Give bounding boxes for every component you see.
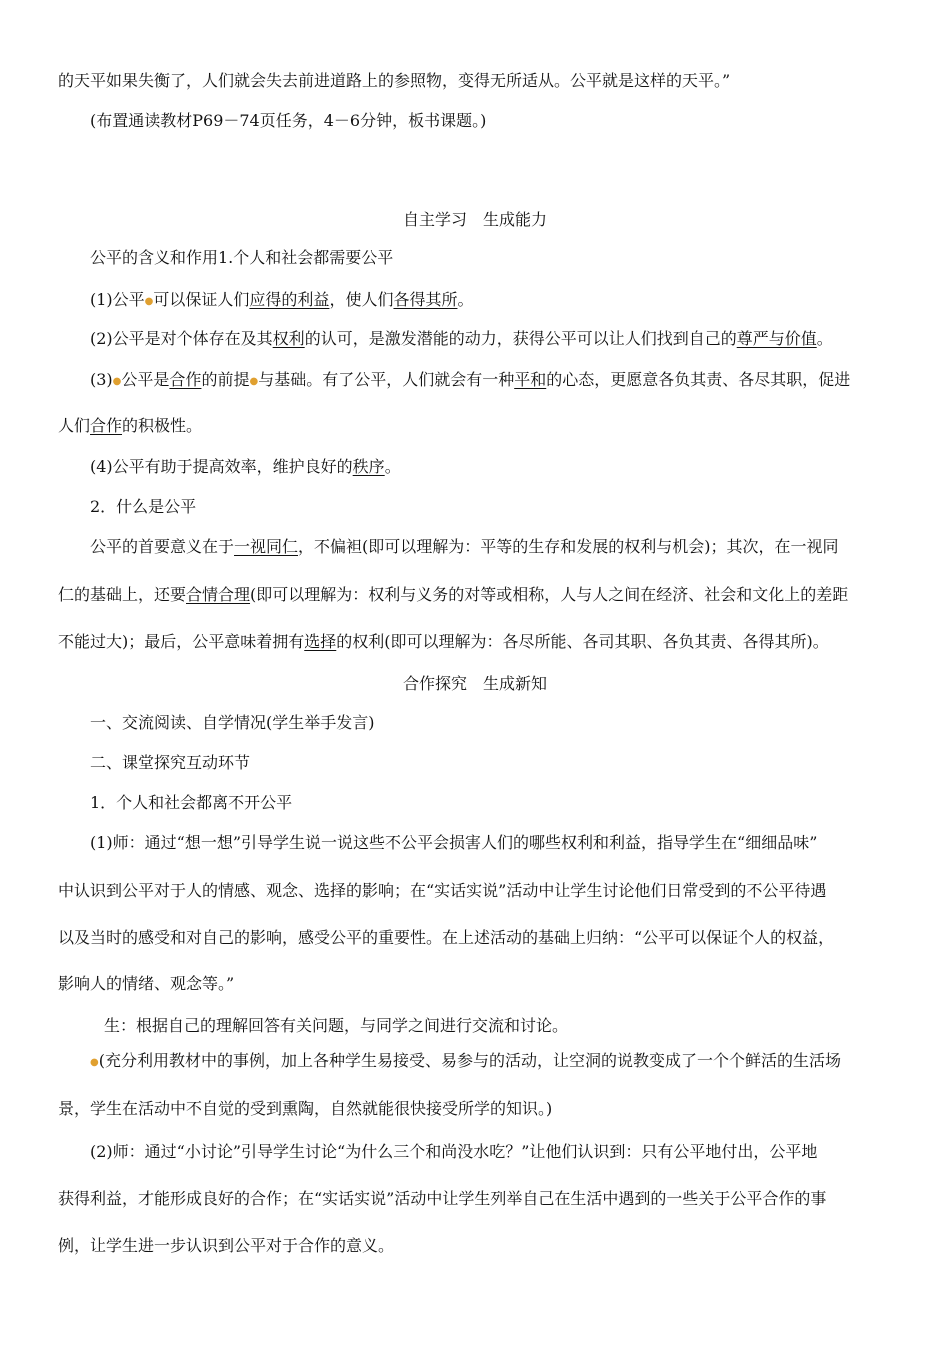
underlined-term: 秩序 xyxy=(352,457,385,476)
paragraph-definition-2: 仁的基础上，还要合情合理(即可以理解为：权利与义务的对等或相称，人与人之间在经济、社会和文化上的差距 xyxy=(58,585,849,604)
paragraph-teacher-2-l1: (2)师：通过“小讨论”引导学生讨论“为什么三个和尚没水吃？”让他们认识到：只有公平地付出，公平地 xyxy=(90,1142,818,1161)
paragraph-teacher-2-l2: 获得利益，才能形成良好的合作；在“实话实说”活动中让学生列举自己在生活中遇到的一些关于公平合作的事 xyxy=(58,1189,827,1208)
underlined-term: 一视同仁 xyxy=(234,537,299,556)
paragraph-teacher-2-l3: 例，让学生进一步认识到公平对于合作的意义。 xyxy=(58,1236,395,1255)
underlined-term: 各得其所 xyxy=(393,290,458,309)
section-title-fairness: 公平的含义和作用1.个人和社会都需要公平 xyxy=(90,248,394,267)
list-item-1: (1)公平●可以保证人们应得的利益，使人们各得其所。 xyxy=(90,290,474,309)
subsection-title: 1．个人和社会都离不开公平 xyxy=(90,793,293,812)
section-heading-cooperative: 合作探究 生成新知 xyxy=(402,674,547,693)
list-item-3-cont: 人们合作的积极性。 xyxy=(58,416,203,435)
underlined-term: 合作 xyxy=(90,416,123,435)
underlined-term: 合作 xyxy=(169,370,202,389)
mark-dot: ● xyxy=(249,376,259,387)
list-item-4: (4)公平有助于提高效率，维护良好的秩序。 xyxy=(90,457,401,476)
mark-dot: ● xyxy=(112,376,122,387)
paragraph-definition-1: 公平的首要意义在于一视同仁，不偏袒(即可以理解为：平等的生存和发展的权利与机会)；其次，在一视同 xyxy=(90,537,839,556)
paragraph-teacher-1-l4: 影响人的情绪、观念等。” xyxy=(58,974,235,993)
underlined-term: 权利 xyxy=(272,329,305,348)
paragraph-note-l1: ●(充分利用教材中的事例，加上各种学生易接受、易参与的活动，让空洞的说教变成了一个个鲜活的生活场 xyxy=(90,1051,841,1070)
list-item-2: (2)公平是对个体存在及其权利的认可，是激发潜能的动力，获得公平可以让人们找到自己的尊严与价值。 xyxy=(90,329,833,348)
mark-dot: ● xyxy=(90,1057,99,1068)
underlined-term: 应得的利益 xyxy=(249,290,330,309)
underlined-term: 选择 xyxy=(304,632,337,651)
underlined-term: 尊严与价值 xyxy=(736,329,817,348)
paragraph-teacher-1-l1: (1)师：通过“想一想”引导学生说一说这些不公平会损害人们的哪些权利和利益，指导学生在“细细品味” xyxy=(90,833,818,852)
step-2: 二、课堂探究互动环节 xyxy=(90,753,251,772)
paragraph-intro-note: (布置通读教材P69－74页任务，4－6分钟，板书课题。) xyxy=(90,111,487,130)
paragraph-teacher-1-l2: 中认识到公平对于人的情感、观念、选择的影响；在“实话实说”活动中让学生讨论他们日常受到的不公平待遇 xyxy=(58,881,827,900)
paragraph-intro-tail: 的天平如果失衡了，人们就会失去前进道路上的参照物，变得无所适从。公平就是这样的天平。” xyxy=(58,71,731,90)
list-item-3: (3)●公平是合作的前提●与基础。有了公平，人们就会有一种平和的心态，更愿意各负其责、各尽其职，促进 xyxy=(90,370,851,389)
paragraph-student: 生：根据自己的理解回答有关问题，与同学之间进行交流和讨论。 xyxy=(104,1016,569,1035)
underlined-term: 合情合理 xyxy=(186,585,251,604)
underlined-term: 平和 xyxy=(514,370,547,389)
mark-dot: ● xyxy=(144,296,154,307)
paragraph-definition-3: 不能过大)；最后，公平意味着拥有选择的权利(即可以理解为：各尽所能、各司其职、各负其责、各得其所)。 xyxy=(58,632,829,651)
section-title-what-is-fairness: 2．什么是公平 xyxy=(90,497,197,516)
step-1: 一、交流阅读、自学情况(学生举手发言) xyxy=(90,713,375,732)
paragraph-teacher-1-l3: 以及当时的感受和对自己的影响，感受公平的重要性。在上述活动的基础上归纳：“公平可以保证个人的权益， xyxy=(58,928,835,947)
paragraph-note-l2: 景，学生在活动中不自觉的受到熏陶，自然就能很快接受所学的知识。) xyxy=(58,1099,553,1118)
section-heading-self-study: 自主学习 生成能力 xyxy=(402,210,547,229)
